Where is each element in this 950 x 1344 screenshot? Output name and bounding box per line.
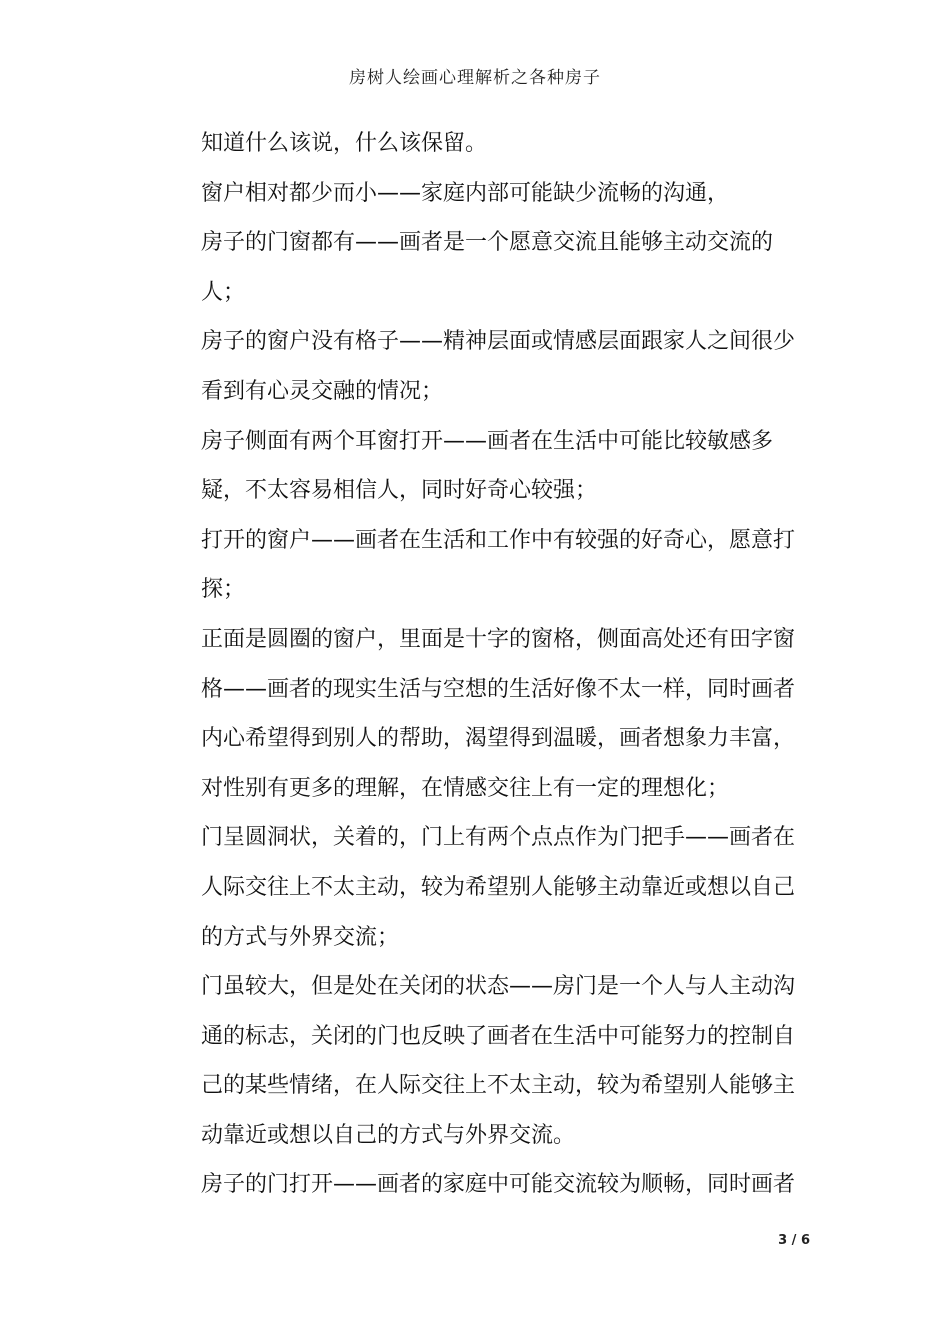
text-line: 正面是圆圈的窗户，里面是十字的窗格，侧面高处还有田字窗: [201, 626, 796, 652]
text-line: 己的某些情绪，在人际交往上不太主动，较为希望别人能够主: [201, 1073, 796, 1099]
text-line: 房子的窗户没有格子——精神层面或情感层面跟家人之间很少: [201, 329, 796, 355]
text-line: 房子的门打开——画者的家庭中可能交流较为顺畅，同时画者: [201, 1172, 796, 1198]
text-line: 动靠近或想以自己的方式与外界交流。: [201, 1122, 576, 1148]
text-line: 门呈圆洞状，关着的，门上有两个点点作为门把手——画者在: [201, 825, 796, 851]
text-line: 知道什么该说，什么该保留。: [201, 131, 488, 156]
text-line: 的方式与外界交流；: [201, 924, 400, 950]
page-number: 3 / 6: [778, 1233, 810, 1248]
text-line: 人；: [201, 279, 246, 305]
text-line: 格——画者的现实生活与空想的生活好像不太一样，同时画者: [201, 676, 796, 702]
text-line: 疑，不太容易相信人，同时好奇心较强；: [201, 478, 598, 504]
text-line: 人际交往上不太主动，较为希望别人能够主动靠近或想以自己: [201, 874, 796, 900]
text-line: 探；: [201, 577, 246, 603]
page-header-title: 房树人绘画心理解析之各种房子: [349, 68, 601, 88]
text-line: 打开的窗户——画者在生活和工作中有较强的好奇心，愿意打: [201, 527, 796, 553]
text-line: 内心希望得到别人的帮助，渴望得到温暖，画者想象力丰富，: [201, 726, 796, 752]
body-text: [201, 119, 813, 1210]
text-line: 房子侧面有两个耳窗打开——画者在生活中可能比较敏感多: [201, 428, 774, 454]
text-line: 门虽较大，但是处在关闭的状态——房门是一个人与人主动沟: [201, 974, 796, 1000]
text-line: 房子的门窗都有——画者是一个愿意交流且能够主动交流的: [201, 230, 774, 256]
text-line: 通的标志，关闭的门也反映了画者在生活中可能努力的控制自: [201, 1023, 796, 1049]
text-line: 窗户相对都少而小——家庭内部可能缺少流畅的沟通，: [201, 180, 730, 206]
text-line: 对性别有更多的理解，在情感交往上有一定的理想化；: [201, 775, 730, 801]
text-line: 看到有心灵交融的情况；: [201, 378, 444, 404]
